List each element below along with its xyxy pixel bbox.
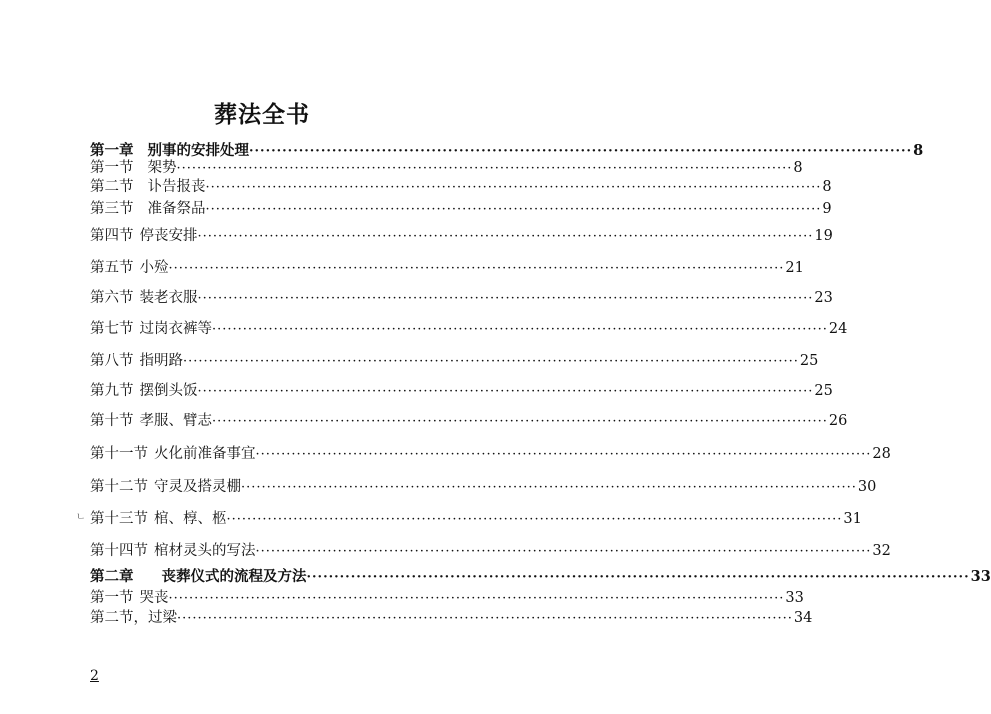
toc-entry-label: 第十二节: [90, 479, 148, 495]
toc-entry: [90, 225, 833, 247]
toc-entry-page: 33: [970, 568, 991, 585]
toc-entry: [90, 566, 991, 588]
toc-entry-title: 棺材灵头的写法: [154, 543, 256, 559]
toc-entry-title: 架势: [147, 160, 177, 176]
toc-entry-label: 第七节: [90, 321, 134, 337]
toc-entry-page: 25: [814, 383, 833, 399]
toc-entry-page: 8: [913, 142, 924, 159]
toc-entry: [90, 587, 804, 609]
toc-entry-page: 26: [828, 413, 848, 429]
toc-entry-page: 31: [843, 511, 862, 527]
toc-entry-page: 21: [785, 260, 804, 276]
toc-entry-title: 棺、椁、柩: [154, 511, 227, 527]
toc-entry: [90, 443, 891, 465]
toc-dot-leader: ························································································································: [176, 161, 793, 176]
toc-entry-label: 第十节: [90, 413, 134, 429]
toc-entry-page: 25: [799, 353, 819, 369]
toc-entry-label: 第二节，: [90, 610, 148, 626]
toc-entry: [90, 257, 804, 279]
toc-entry-label: 第二节: [90, 179, 134, 195]
toc-entry-label: 第五节: [90, 260, 134, 276]
toc-entry-label: 第四节: [90, 228, 134, 244]
toc-entry-title: 孝服、臂志: [139, 413, 212, 429]
toc-entry-title: 指明路: [139, 353, 183, 369]
toc-entry-page: 19: [814, 228, 833, 244]
toc-entry: [90, 176, 832, 198]
toc-entry-label: 第六节: [90, 290, 134, 306]
toc-entry-page: 34: [793, 610, 813, 626]
page-number: 2: [90, 668, 99, 684]
toc-entry-page: 9: [822, 201, 832, 217]
toc-entry-title: 小殓: [139, 260, 169, 276]
toc-dot-leader: ························································································································: [249, 144, 913, 159]
toc-entry-label: 第一节: [90, 160, 134, 176]
toc-entry: [90, 508, 862, 530]
toc-entry-label: 第三节: [90, 201, 134, 217]
toc-dot-leader: ························································································································: [255, 447, 872, 462]
toc-entry-label: 第八节: [90, 353, 134, 369]
toc-entry-title: 准备祭品: [147, 201, 206, 217]
toc-entry-title: 装老衣服: [139, 290, 198, 306]
toc-entry: [90, 380, 833, 402]
margin-mark: ㄴ: [76, 512, 86, 523]
toc-entry-label: 第一章: [90, 142, 134, 159]
toc-entry-page: 28: [872, 446, 891, 462]
toc-dot-leader: ························································································································: [306, 570, 970, 585]
toc-entry-title: 火化前准备事宜: [154, 446, 256, 462]
toc-dot-leader: ························································································································: [241, 480, 857, 495]
toc-dot-leader: ························································································································: [205, 202, 822, 217]
toc-dot-leader: ························································································································: [226, 512, 843, 527]
toc-entry: [90, 287, 833, 309]
toc-entry-label: 第九节: [90, 383, 134, 399]
toc-entry-title: 守灵及搭灵棚: [154, 479, 241, 495]
toc-entry-page: 8: [822, 179, 832, 195]
toc-entry-page: 33: [785, 590, 804, 606]
toc-dot-leader: ························································································································: [168, 261, 785, 276]
toc-entry-page: 23: [814, 290, 833, 306]
toc-dot-leader: ························································································································: [197, 291, 814, 306]
toc-entry-title: 讣告报丧: [147, 179, 206, 195]
toc-dot-leader: ························································································································: [205, 180, 822, 195]
toc-entry: [90, 350, 819, 372]
toc-entry: [90, 198, 832, 220]
toc-dot-leader: ························································································································: [212, 414, 828, 429]
toc-entry-page: 24: [828, 321, 848, 337]
toc-entry-title: 别事的安排处理: [147, 142, 249, 159]
book-title: 葬法全书: [214, 101, 310, 128]
toc-entry-title: 哭丧: [139, 590, 169, 606]
toc-entry-label: 第二章: [90, 568, 134, 585]
toc-entry-title: 摆倒头饭: [139, 383, 198, 399]
toc-entry: [90, 607, 813, 629]
toc-entry-label: 第十四节: [90, 543, 148, 559]
toc-entry-label: 第十一节: [90, 446, 148, 462]
toc-entry: [90, 410, 848, 432]
toc-dot-leader: ························································································································: [183, 354, 799, 369]
toc-dot-leader: ························································································································: [197, 229, 814, 244]
toc-entry: [90, 476, 877, 498]
toc-dot-leader: ························································································································: [177, 611, 793, 626]
toc-dot-leader: ························································································································: [255, 544, 872, 559]
toc-entry: [90, 540, 891, 562]
toc-entry-title: 过岗衣裤等: [139, 321, 212, 337]
toc-entry-label: 第十三节: [90, 511, 148, 527]
toc-entry-page: 8: [793, 160, 803, 176]
toc-entry-title: 过梁: [148, 610, 177, 626]
toc-entry-page: 32: [872, 543, 891, 559]
toc-entry-page: 30: [857, 479, 877, 495]
toc-entry: [90, 318, 848, 340]
toc-entry-title: 丧葬仪式的流程及方法: [161, 568, 307, 585]
toc-entry-label: 第一节: [90, 590, 134, 606]
toc-dot-leader: ························································································································: [197, 384, 814, 399]
toc-dot-leader: ························································································································: [168, 591, 785, 606]
toc-entry-title: 停丧安排: [139, 228, 198, 244]
toc-dot-leader: ························································································································: [212, 322, 828, 337]
